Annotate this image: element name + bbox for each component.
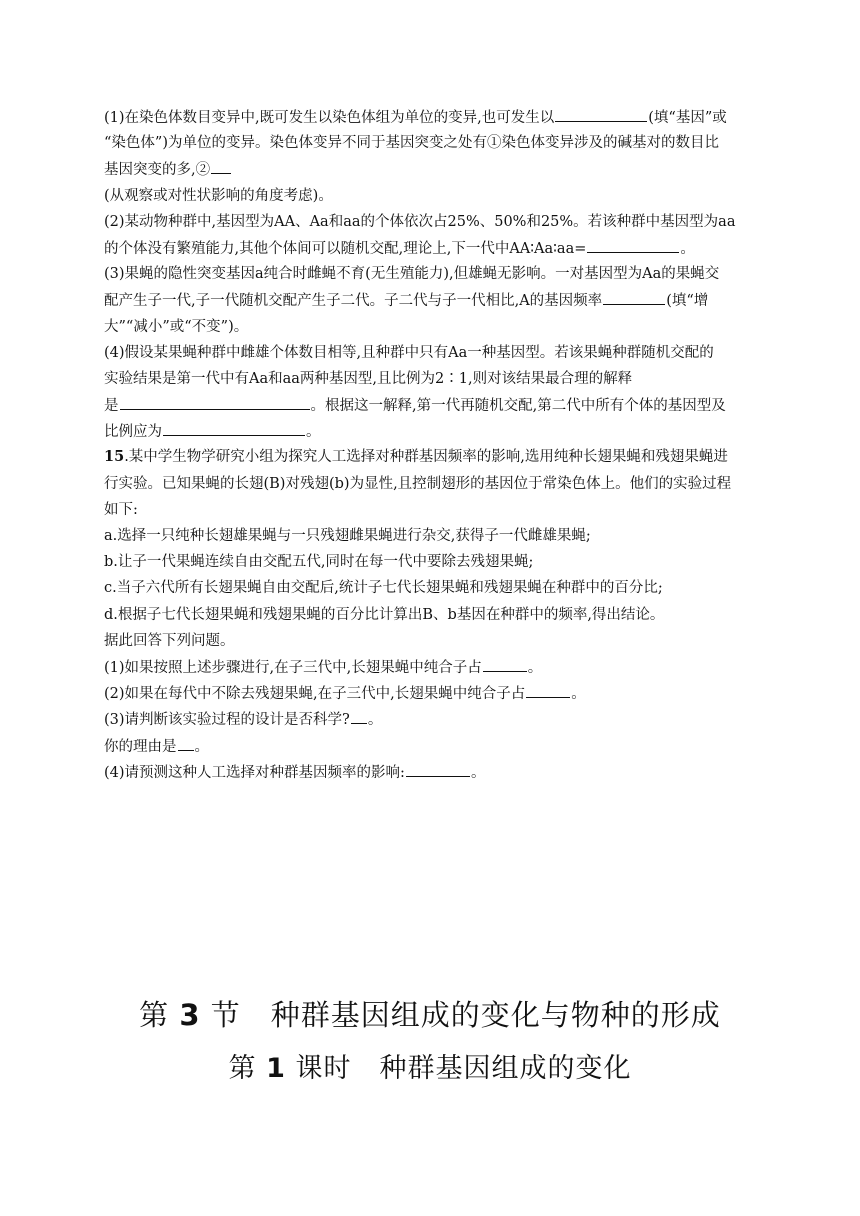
answer-blank[interactable] <box>587 235 679 253</box>
answer-blank[interactable] <box>406 759 470 777</box>
q15-sub3: (3)请判断该实验过程的设计是否科学? 。 <box>104 706 756 732</box>
answer-blank[interactable] <box>163 418 305 436</box>
q14-part1-line1: (1)在染色体数目变异中,既可发生以染色体组为单位的变异,也可发生以 (填“基因”或 <box>104 104 756 130</box>
q15-prompt: 据此回答下列问题。 <box>104 632 235 649</box>
answer-blank[interactable] <box>178 733 194 751</box>
q15-line2: 行实验。已知果蝇的长翅(B)对残翅(b)为显性,且控制翅形的基因位于常染色体上。他们的实验过程 <box>104 475 732 492</box>
q15-line3: 如下: <box>104 501 138 518</box>
question-number: 15 <box>104 448 125 466</box>
q14-part3-line3: 大”“减小”或“不变”)。 <box>104 318 249 335</box>
answer-blank[interactable] <box>211 156 231 174</box>
q14-part1-line4: (从观察或对性状影响的角度考虑)。 <box>104 187 333 204</box>
q14-part3-line2: 配产生子一代,子一代随机交配产生子二代。子二代与子一代相比,A的基因频率 (填“增 <box>104 287 756 313</box>
q15-sub4: (4)请预测这种人工选择对种群基因频率的影响: 。 <box>104 759 756 785</box>
q15-sub3-reason: 你的理由是 。 <box>104 733 756 759</box>
q15-sub1: (1)如果按照上述步骤进行,在子三代中,长翅果蝇中纯合子占 。 <box>104 654 756 680</box>
q14-part4-line1: (4)假设某果蝇种群中雌雄个体数目相等,且种群中只有Aa一种基因型。若该果蝇种群随机交配的 <box>104 344 714 361</box>
q14-part1-line2: “染色体”)为单位的变异。染色体变异不同于基因突变之处有①染色体变异涉及的碱基对的数目比 <box>104 135 719 152</box>
q14-part4-line3: 是 。根据这一解释,第一代再随机交配,第二代中所有个体的基因型及 <box>104 392 756 418</box>
answer-blank[interactable] <box>351 706 367 724</box>
lesson-title: 第 1 课时 种群基因组成的变化 <box>228 1053 632 1084</box>
answer-blank[interactable] <box>603 287 665 305</box>
q14-part4-line2: 实验结果是第一代中有Aa和aa两种基因型,且比例为2∶1,则对该结果最合理的解释 <box>104 370 633 387</box>
answer-blank[interactable] <box>120 392 310 410</box>
q15-step-d: d.根据子七代长翅果蝇和残翅果蝇的百分比计算出B、b基因在种群中的频率,得出结论。 <box>104 606 665 623</box>
q15-line1: 15.某中学生物学研究小组为探究人工选择对种群基因频率的影响,选用纯种长翅果蝇和残翅果蝇进 <box>104 448 728 466</box>
q14-part4-line4: 比例应为 。 <box>104 418 756 444</box>
answer-blank[interactable] <box>555 104 647 122</box>
section-title: 第 3 节 种群基因组成的变化与物种的形成 <box>139 998 721 1032</box>
q14-part2-line1: (2)某动物种群中,基因型为AA、Aa和aa的个体依次占25%、50%和25%。若该种群中基因型为aa <box>104 213 736 230</box>
answer-blank[interactable] <box>483 654 527 672</box>
q15-step-c: c.当子六代所有长翅果蝇自由交配后,统计子七代长翅果蝇和残翅果蝇在种群中的百分比; <box>104 580 663 597</box>
q14-part3-line1: (3)果蝇的隐性突变基因a纯合时雌蝇不育(无生殖能力),但雄蝇无影响。一对基因型为Aa的果蝇交 <box>104 266 720 283</box>
exercise-content <box>104 104 756 785</box>
q15-step-b: b.让子一代果蝇连续自由交配五代,同时在每一代中要除去残翅果蝇; <box>104 554 534 571</box>
q14-part1-line3: 基因突变的多,② <box>104 156 756 182</box>
q15-sub2: (2)如果在每代中不除去残翅果蝇,在子三代中,长翅果蝇中纯合子占 。 <box>104 680 756 706</box>
q14-part2-line2: 的个体没有繁殖能力,其他个体间可以随机交配,理论上,下一代中AA∶Aa∶aa= 。 <box>104 235 756 261</box>
answer-blank[interactable] <box>526 680 570 698</box>
q15-step-a: a.选择一只纯种长翅雄果蝇与一只残翅雌果蝇进行杂交,获得子一代雌雄果蝇; <box>104 528 591 544</box>
